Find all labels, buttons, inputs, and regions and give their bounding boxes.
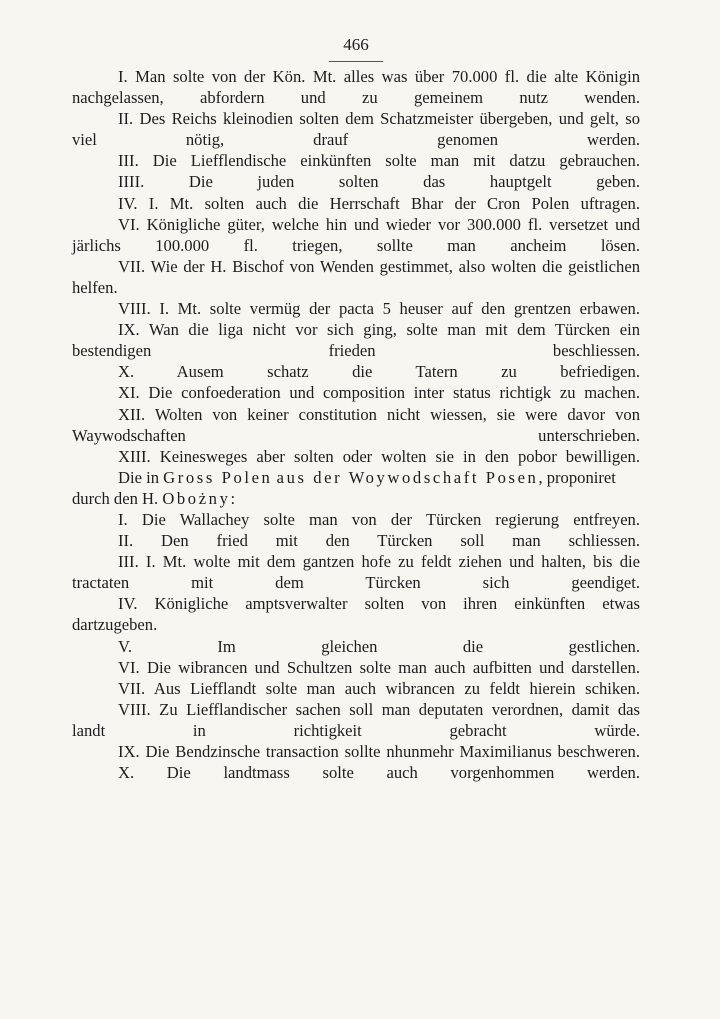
list-block-b xyxy=(72,509,640,783)
list-item: VI. Die wibrancen und Schultzen solte man auch aufbitten und darstellen. xyxy=(118,657,640,677)
list-block-a xyxy=(72,66,640,467)
list-item: II. Den fried mit den Türcken soll man schliessen. xyxy=(118,531,640,551)
list-item: XI. Die confoederation und composition inter status richtigk zu machen. xyxy=(118,383,640,403)
list-item: X. Ausem schatz die Tatern zu befriedigen. xyxy=(118,362,640,382)
list-item: IV. I. Mt. solten auch die Herrschaft Bhar der Cron Polen uftragen. xyxy=(118,193,640,213)
place-name-gross-polen: Gross Polen xyxy=(163,467,273,487)
list-item: III. Die Liefflendische einkünften solte man mit datzu gebrauchen. xyxy=(118,151,640,171)
list-item: XII. Wolten von keiner constitution nicht wiessen, sie were davor von Waywodschaften unterschrieben. xyxy=(72,404,640,445)
list-item: IX. Wan die liga nicht vor sich ging, solte man mit dem Türcken ein bestendigen frieden beschliessen. xyxy=(72,320,640,361)
page-number: 466 xyxy=(72,30,640,66)
list-item: XIII. Keinesweges aber solten oder wolten sie in den pobor bewilligen. xyxy=(118,446,640,466)
list-item: VII. Wie der H. Bischof von Wenden gestimmet, also wolten die geistlichen helfen. xyxy=(72,256,640,297)
list-item: IV. Königliche amptsverwalter solten von ihren einkünften etwas dartzugeben. xyxy=(72,594,640,635)
list-item: I. Man solte von der Kön. Mt. alles was über 70.000 fl. die alte Königin nachgelassen, abfordern und zu gemeinem nutz wenden. xyxy=(72,67,640,108)
list-item: IX. Die Bendzinsche transaction sollte nhunmehr Maximilianus beschweren. xyxy=(118,742,640,761)
place-name-posen: aus der Woywodschaft Posen xyxy=(276,467,539,487)
list-item: VII. Aus Liefflandt solte man auch wibrancen zu feldt hierein schiken. xyxy=(118,678,640,698)
section-intro: Die in Gross Polen aus der Woywodschaft Posen, proponiret durch den H. Obożny: xyxy=(72,467,616,508)
person-name-obozny: Obożny xyxy=(162,488,231,508)
list-item: V. Im gleichen die gestlichen. xyxy=(118,636,640,656)
list-item: III. I. Mt. wolte mit dem gantzen hofe zu feldt ziehen und halten, bis die tractaten mit dem Türcken sich geendiget. xyxy=(72,552,640,593)
list-item: VI. Königliche güter, welche hin und wieder vor 300.000 fl. versetzet und järlichs 100.000 fl. triegen, sollte man ancheim lösen. xyxy=(72,214,640,255)
list-item: II. Des Reichs kleinodien solten dem Schatzmeister übergeben, und gelt, so viel nötig, drauf genomen werden. xyxy=(72,109,640,150)
list-item: X. Die landtmass solte auch vorgenhommen werden. xyxy=(118,763,640,783)
list-item: VIII. Zu Liefflandischer sachen soll man deputaten verordnen, damit das landt in richtigkeit gebracht würde. xyxy=(72,699,640,740)
list-item: IIII. Die juden solten das hauptgelt geben. xyxy=(118,172,640,192)
list-item: VIII. I. Mt. solte vermüg der pacta 5 heuser auf den grentzen erbawen. xyxy=(118,299,640,319)
list-item: I. Die Wallachey solte man von der Türcken regierung entfreyen. xyxy=(118,509,640,529)
